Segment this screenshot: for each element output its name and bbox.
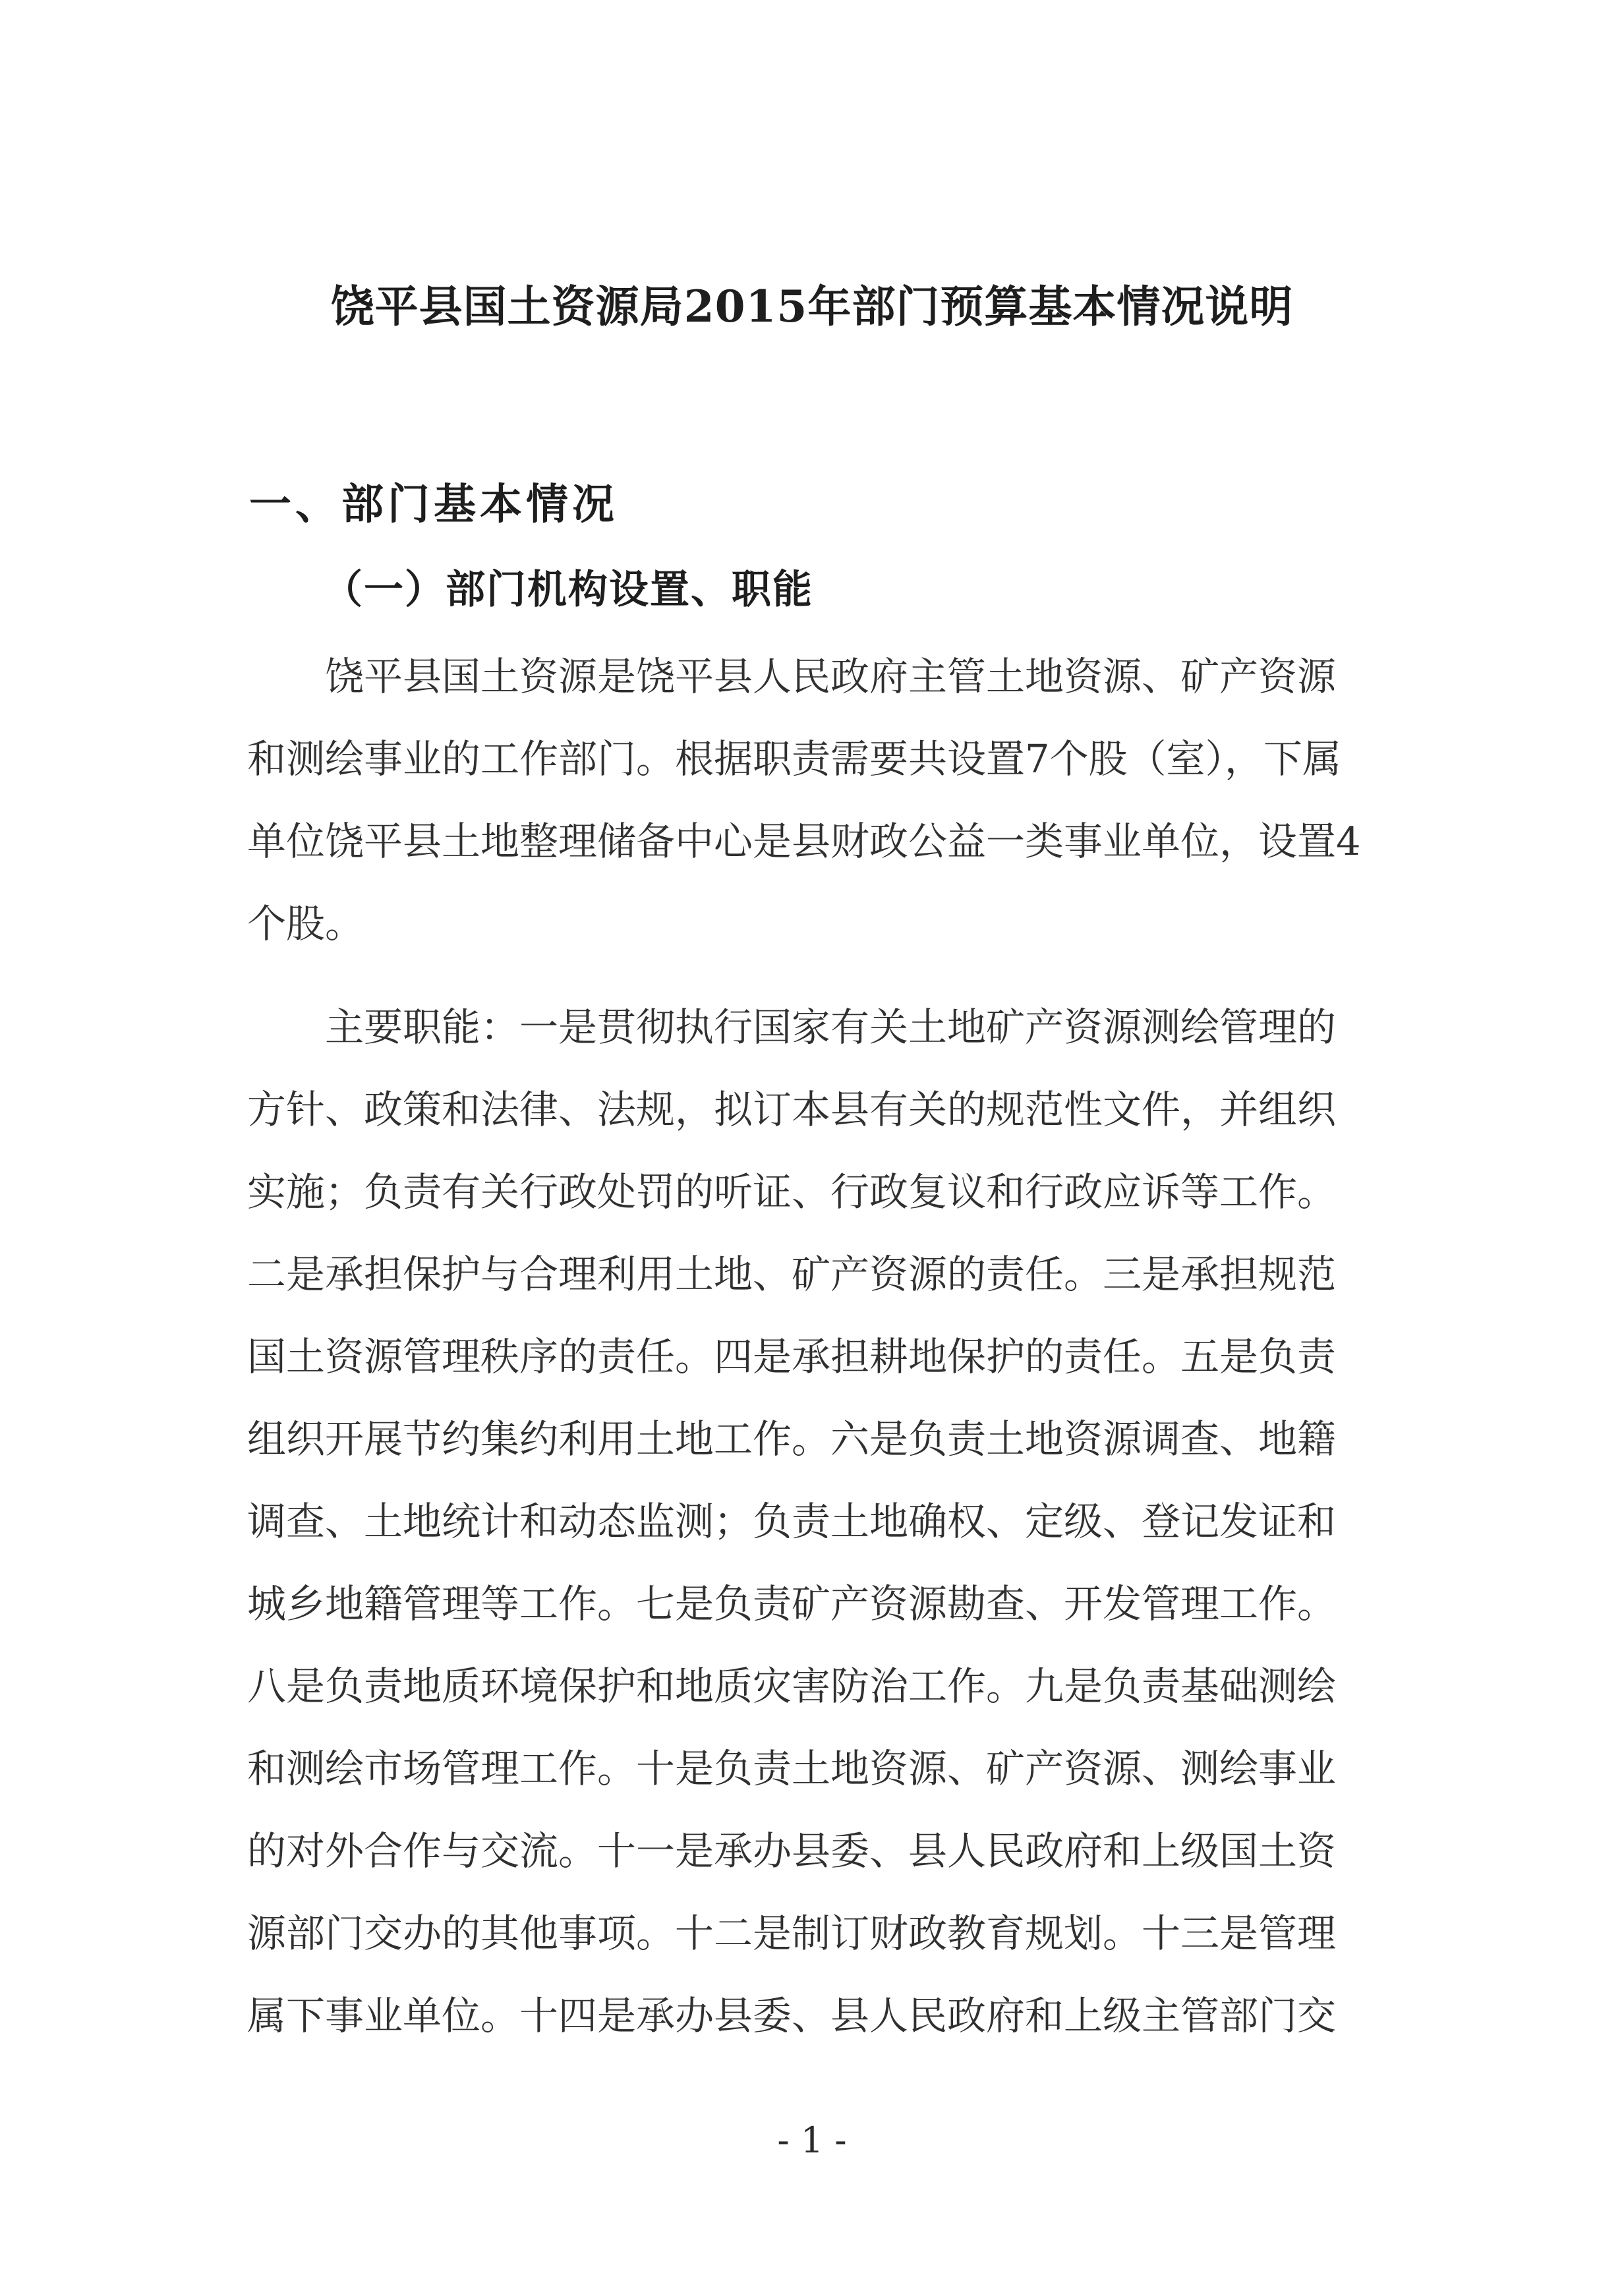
document-title: 饶平县国土资源局2015年部门预算基本情况说明 [330, 281, 1294, 332]
paragraph-line: 调查、土地统计和动态监测；负责土地确权、定级、登记发证和 [247, 1499, 1337, 1544]
paragraph-line: 单位饶平县土地整理储备中心是县财政公益一类事业单位，设置4 [247, 819, 1361, 864]
paragraph-line: 组织开展节约集约利用土地工作。六是负责土地资源调查、地籍 [247, 1416, 1337, 1462]
paragraph-organization [247, 635, 1417, 965]
paragraph-main-functions [247, 986, 1417, 2057]
paragraph-line: 和测绘市场管理工作。十是负责土地资源、矿产资源、测绘事业 [247, 1746, 1337, 1791]
paragraph-line: 城乡地籍管理等工作。七是负责矿产资源勘查、开发管理工作。 [247, 1581, 1337, 1627]
paragraph-line: 八是负责地质环境保护和地质灾害防治工作。九是负责基础测绘 [247, 1663, 1337, 1709]
paragraph-line: 主要职能：一是贯彻执行国家有关土地矿产资源测绘管理的 [247, 1004, 1337, 1050]
paragraph-line: 实施；负责有关行政处罚的听证、行政复议和行政应诉等工作。 [247, 1169, 1337, 1215]
paragraph-line: 方针、政策和法律、法规，拟订本县有关的规范性文件，并组织 [247, 1087, 1337, 1132]
page-number: - 1 - [777, 2119, 847, 2161]
paragraph-line: 二是承担保护与合理利用土地、矿产资源的责任。三是承担规范 [247, 1252, 1337, 1297]
paragraph-line: 国土资源管理秩序的责任。四是承担耕地保护的责任。五是负责 [247, 1334, 1337, 1379]
paragraph-line: 个股。 [247, 901, 364, 946]
section-heading-basic-info: 一、部门基本情况 [249, 480, 618, 529]
paragraph-line: 属下事业单位。十四是承办县委、县人民政府和上级主管部门交 [247, 1993, 1337, 2038]
paragraph-line: 和测绘事业的工作部门。根据职责需要共设置7个股（室），下属 [247, 736, 1342, 782]
paragraph-line: 饶平县国土资源是饶平县人民政府主管土地资源、矿产资源 [247, 654, 1337, 699]
paragraph-line: 源部门交办的其他事项。十二是制订财政教育规划。十三是管理 [247, 1911, 1337, 1956]
subsection-heading-organization: （一）部门机构设置、职能 [323, 567, 813, 613]
paragraph-line: 的对外合作与交流。十一是承办县委、县人民政府和上级国土资 [247, 1828, 1337, 1874]
